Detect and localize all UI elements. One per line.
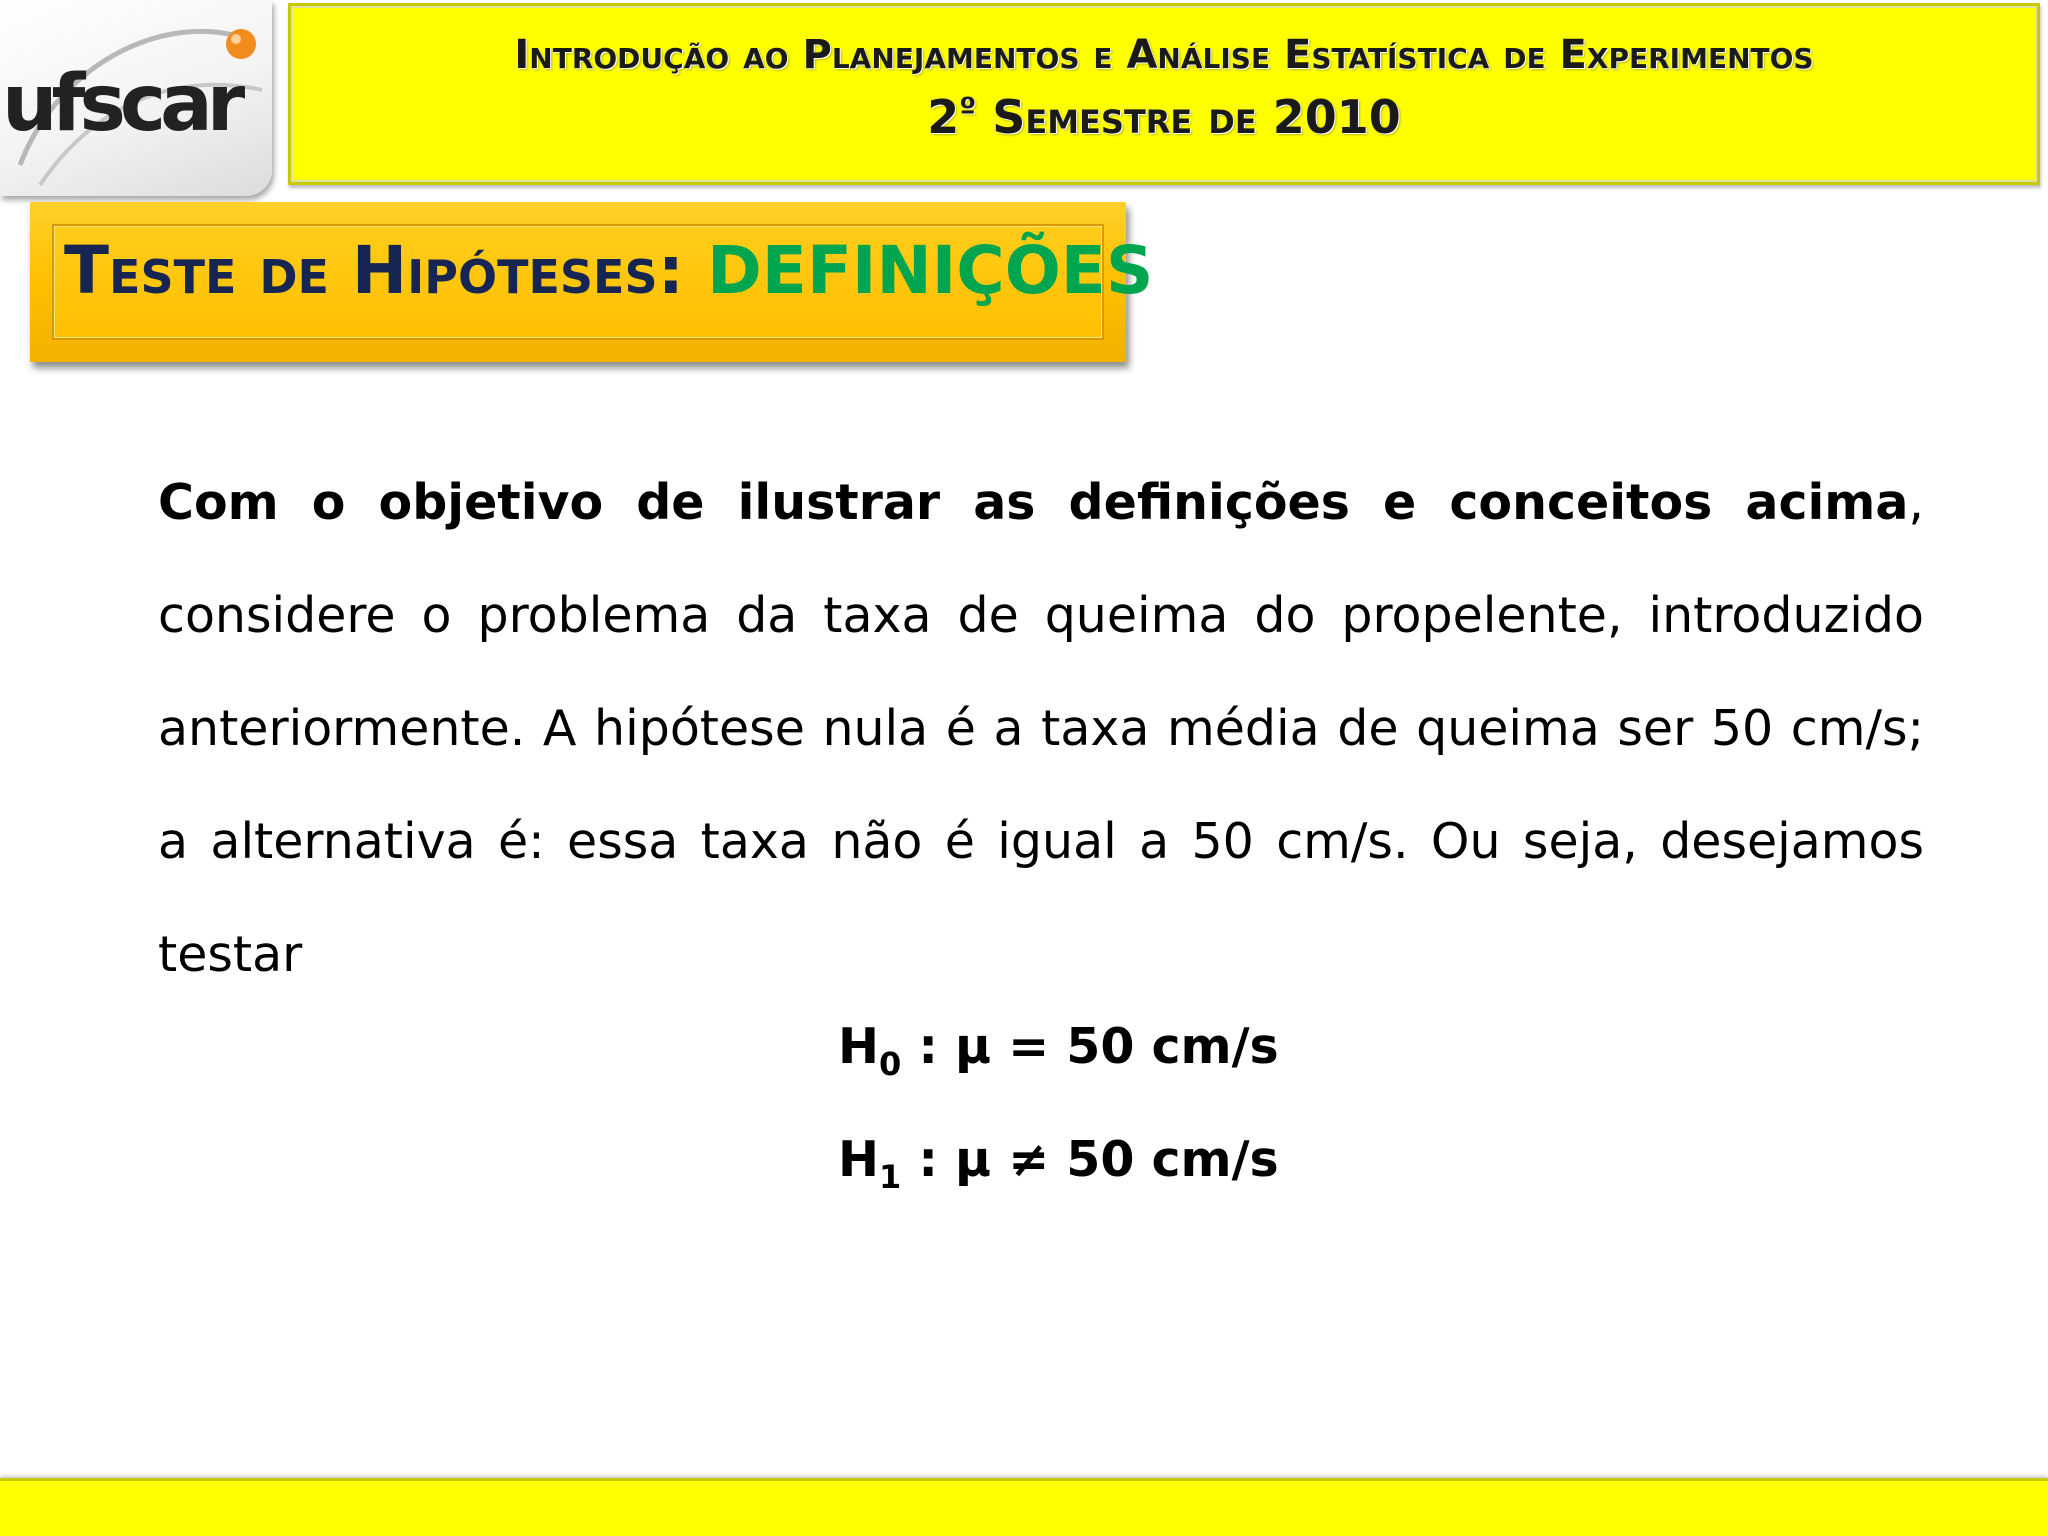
h0-subscript: 0 [879,1045,902,1083]
course-title: Introdução ao Planejamentos e Análise Estatística de Experimentos [514,32,1814,78]
null-hypothesis [838,1018,1279,1083]
body-paragraph-bold: Com o objetivo de ilustrar as definições e conceitos acima [158,474,1909,531]
semester-text: Semestre de 2010 [976,90,1401,144]
slide-title-accent: DEFINIÇÕES [683,232,1154,309]
h0-symbol: H [838,1018,880,1075]
semester-ordinal: º [959,92,977,127]
h0-text: : μ = 50 cm/s [901,1018,1279,1075]
ufscar-logo-icon [0,0,272,196]
slide-title-box [30,202,1154,362]
semester-label [291,90,2037,144]
h1-subscript: 1 [879,1158,902,1196]
slide-title [64,232,1154,309]
footer-bar [0,1478,2048,1536]
semester-number: 2 [927,90,960,144]
slide-title-main: Teste de Hipóteses: [64,232,684,309]
alternative-hypothesis [838,1131,1279,1196]
logo-text: ufscar [2,59,240,149]
h1-text: : μ ≠ 50 cm/s [901,1131,1279,1188]
h1-symbol: H [838,1131,880,1188]
course-header [288,3,2040,185]
ufscar-logo [0,0,272,196]
body-paragraph-text: , considere o problema da taxa de queima do propelente, introduzido anteriormente. A hipótese nula é a taxa média de queima ser 50 cm/s; a alternativa é: essa taxa não é igual a 50 cm/s. Ou seja, desejamos testar [158,474,1924,983]
body-paragraph [158,446,1924,1011]
